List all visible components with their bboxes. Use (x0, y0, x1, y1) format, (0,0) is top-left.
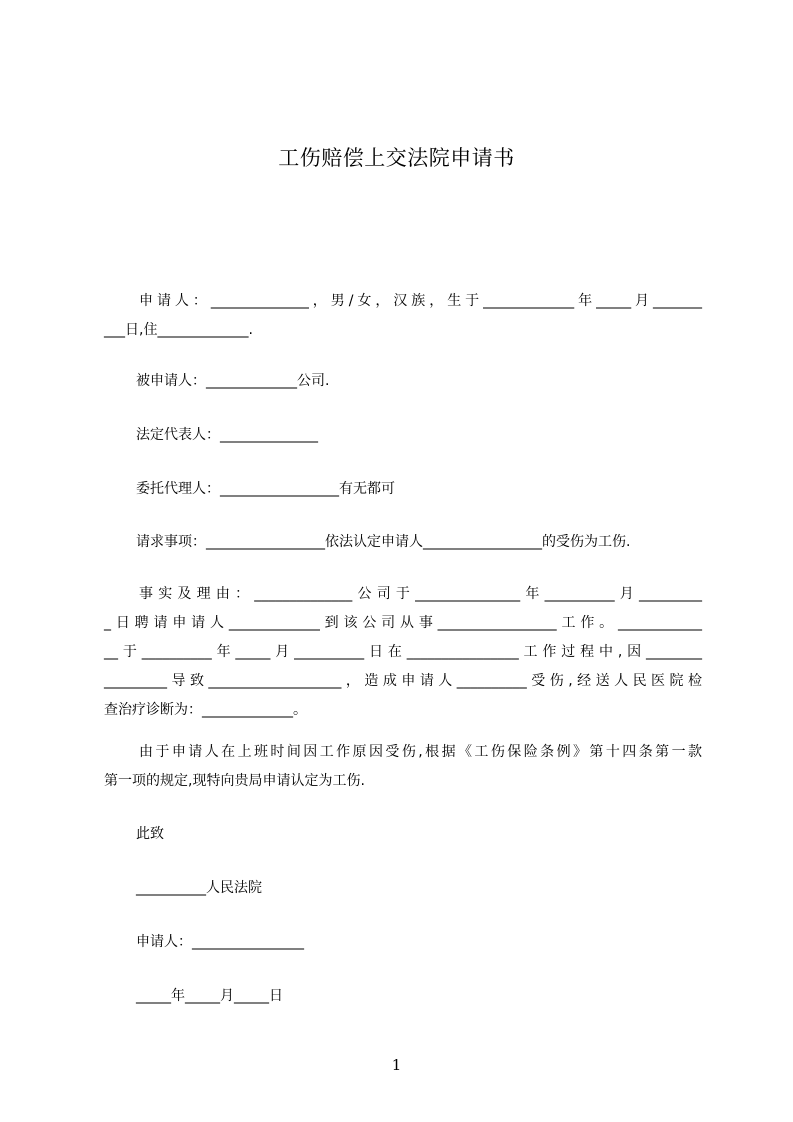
facts-line-1: 事实及理由：______________公司于_______________年__________月_________ (139, 586, 702, 602)
page-number: 1 (391, 1056, 402, 1074)
document-title: 工伤赔偿上交法院申请书 (278, 146, 515, 170)
basis-paragraph (104, 738, 702, 796)
applicant-line-2: ___日,住_____________. (104, 322, 253, 338)
request-line: 请求事项：_________________依法认定申请人_________________的受伤为工伤. (136, 534, 631, 550)
facts-paragraph (104, 580, 702, 725)
applicant-line-1: 申请人：______________，男/女，汉族，生于_____________年_____月_______ (139, 293, 702, 309)
facts-line-4: _________导致___________________，造成申请人__________受伤,经送人民医院检 (104, 673, 702, 689)
agent-line: 委托代理人：_________________有无都可 (136, 481, 395, 497)
salutation: 此致 (136, 826, 164, 842)
basis-line-2: 第一项的规定,现特向贵局申请认定为工伤. (104, 773, 365, 789)
legal-representative-line: 法定代表人：______________ (136, 427, 318, 443)
date-line: _____年_____月_____日 (136, 988, 283, 1004)
basis-line-1: 由于申请人在上班时间因工作原因受伤,根据《工伤保险条例》第十四条第一款 (139, 744, 702, 760)
respondent-line: 被申请人：_____________公司. (136, 373, 330, 389)
facts-line-3: __于__________年_____月__________日在________________工作过程中,因________ (104, 644, 702, 660)
applicant-paragraph (104, 287, 702, 345)
facts-line-5: 查治疗诊断为：_____________。 (104, 702, 307, 718)
facts-line-2: _日聘请申请人_____________到该公司从事_________________工作。____________ (104, 615, 702, 631)
court-line: __________人民法院 (136, 880, 262, 896)
signature-line: 申请人：________________ (136, 934, 304, 950)
